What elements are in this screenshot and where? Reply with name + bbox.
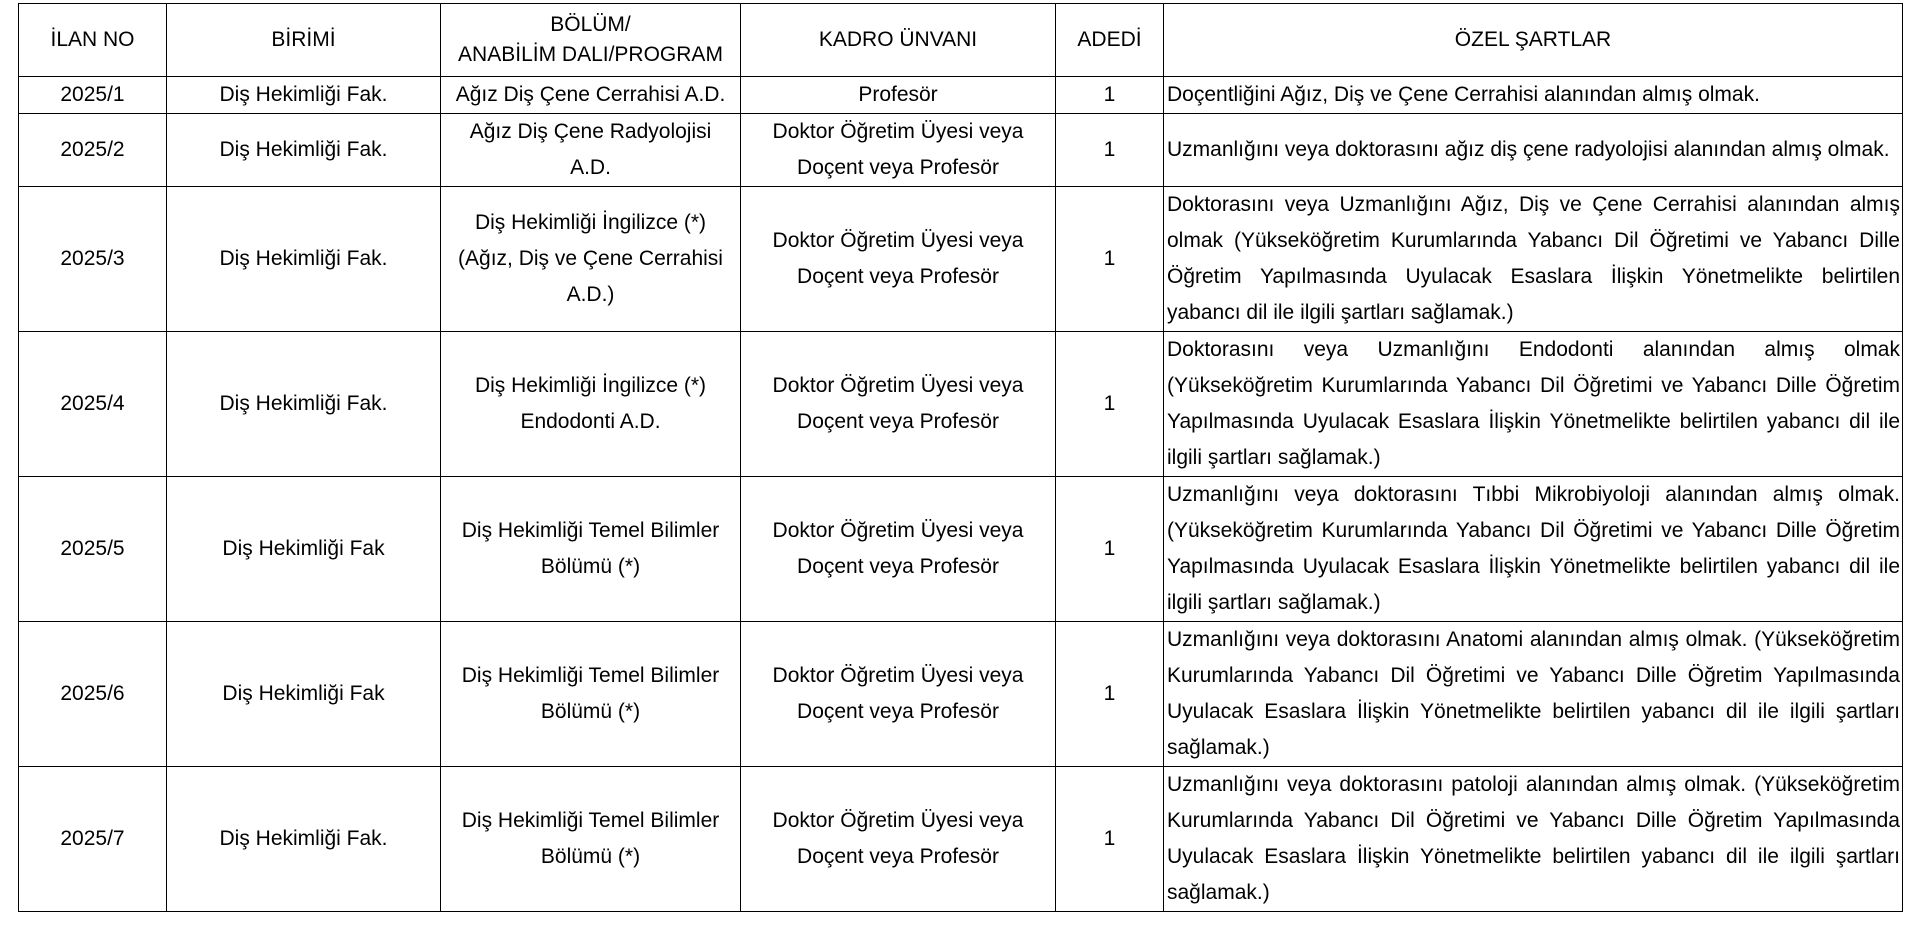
cell-ozel-sartlar: Uzmanlığını veya doktorasını Tıbbi Mikrobiyoloji alanından almış olmak. (Yükseköğretim Kurumlarında Yabancı Dil Öğretimi ve Yabancı Dille Öğretim Yapılmasında Uyulacak Esaslara İlişkin Yönetmelikte belirtilen yabancı dil ile ilgili şartları sağlamak.) — [1164, 477, 1903, 622]
cell-birimi: Diş Hekimliği Fak. — [167, 187, 441, 332]
cell-kadro-unvani: Doktor Öğretim Üyesi veya Doçent veya Profesör — [741, 114, 1056, 187]
cell-bolum: Diş Hekimliği Temel Bilimler Bölümü (*) — [441, 622, 741, 767]
cell-ilan-no: 2025/1 — [19, 77, 167, 114]
cell-ilan-no: 2025/3 — [19, 187, 167, 332]
table-row — [19, 77, 1903, 114]
cell-adedi: 1 — [1056, 114, 1164, 187]
cell-ozel-sartlar: Uzmanlığını veya doktorasını patoloji alanından almış olmak. (Yükseköğretim Kurumlarında Yabancı Dil Öğretimi ve Yabancı Dille Öğretim Yapılmasında Uyulacak Esaslara İlişkin Yönetmelikte belirtilen yabancı dil ile ilgili şartları sağlamak.) — [1164, 767, 1903, 912]
cell-bolum: Ağız Diş Çene Cerrahisi A.D. — [441, 77, 741, 114]
cell-adedi: 1 — [1056, 477, 1164, 622]
table-row — [19, 622, 1903, 767]
cell-ozel-sartlar: Uzmanlığını veya doktorasını Anatomi alanından almış olmak. (Yükseköğretim Kurumlarında Yabancı Dil Öğretimi ve Yabancı Dille Öğretim Yapılmasında Uyulacak Esaslara İlişkin Yönetmelikte belirtilen yabancı dil ile ilgili şartları sağlamak.) — [1164, 622, 1903, 767]
cell-ozel-sartlar: Uzmanlığını veya doktorasını ağız diş çene radyolojisi alanından almış olmak. — [1164, 114, 1903, 187]
cell-bolum: Diş Hekimliği Temel Bilimler Bölümü (*) — [441, 767, 741, 912]
cell-birimi: Diş Hekimliği Fak. — [167, 767, 441, 912]
cell-ozel-sartlar: Doktorasını veya Uzmanlığını Endodonti alanından almış olmak (Yükseköğretim Kurumlarında Yabancı Dil Öğretimi ve Yabancı Dille Öğretim Yapılmasında Uyulacak Esaslara İlişkin Yönetmelikte belirtilen yabancı dil ile ilgili şartları sağlamak.) — [1164, 332, 1903, 477]
table-row — [19, 767, 1903, 912]
header-ozel-sartlar: ÖZEL ŞARTLAR — [1164, 4, 1903, 77]
cell-ilan-no: 2025/2 — [19, 114, 167, 187]
cell-kadro-unvani: Doktor Öğretim Üyesi veya Doçent veya Profesör — [741, 767, 1056, 912]
header-birimi: BİRİMİ — [167, 4, 441, 77]
cell-adedi: 1 — [1056, 622, 1164, 767]
cell-ozel-sartlar: Doktorasını veya Uzmanlığını Ağız, Diş ve Çene Cerrahisi alanından almış olmak (Yükseköğretim Kurumlarında Yabancı Dil Öğretimi ve Yabancı Dille Öğretim Yapılmasında Uyulacak Esaslara İlişkin Yönetmelikte belirtilen yabancı dil ile ilgili şartları sağlamak.) — [1164, 187, 1903, 332]
cell-adedi: 1 — [1056, 767, 1164, 912]
cell-bolum: Diş Hekimliği Temel Bilimler Bölümü (*) — [441, 477, 741, 622]
cell-ilan-no: 2025/7 — [19, 767, 167, 912]
table-row — [19, 114, 1903, 187]
cell-kadro-unvani: Doktor Öğretim Üyesi veya Doçent veya Profesör — [741, 187, 1056, 332]
table-row — [19, 332, 1903, 477]
cell-ozel-sartlar: Doçentliğini Ağız, Diş ve Çene Cerrahisi alanından almış olmak. — [1164, 77, 1903, 114]
cell-bolum: Ağız Diş Çene Radyolojisi A.D. — [441, 114, 741, 187]
cell-adedi: 1 — [1056, 77, 1164, 114]
header-adedi: ADEDİ — [1056, 4, 1164, 77]
cell-birimi: Diş Hekimliği Fak. — [167, 332, 441, 477]
cell-adedi: 1 — [1056, 187, 1164, 332]
header-row — [19, 4, 1903, 77]
cell-birimi: Diş Hekimliği Fak. — [167, 77, 441, 114]
cell-ilan-no: 2025/5 — [19, 477, 167, 622]
table-row — [19, 187, 1903, 332]
cell-birimi: Diş Hekimliği Fak — [167, 622, 441, 767]
cell-kadro-unvani: Doktor Öğretim Üyesi veya Doçent veya Profesör — [741, 477, 1056, 622]
cell-adedi: 1 — [1056, 332, 1164, 477]
cell-bolum: Diş Hekimliği İngilizce (*) (Ağız, Diş ve Çene Cerrahisi A.D.) — [441, 187, 741, 332]
announcement-table — [18, 3, 1903, 912]
cell-kadro-unvani: Doktor Öğretim Üyesi veya Doçent veya Profesör — [741, 622, 1056, 767]
header-bolum: BÖLÜM/ ANABİLİM DALI/PROGRAM — [441, 4, 741, 77]
cell-bolum: Diş Hekimliği İngilizce (*) Endodonti A.D. — [441, 332, 741, 477]
cell-ilan-no: 2025/4 — [19, 332, 167, 477]
cell-kadro-unvani: Doktor Öğretim Üyesi veya Doçent veya Profesör — [741, 332, 1056, 477]
cell-birimi: Diş Hekimliği Fak — [167, 477, 441, 622]
header-kadro-unvani: KADRO ÜNVANI — [741, 4, 1056, 77]
header-ilan-no: İLAN NO — [19, 4, 167, 77]
cell-kadro-unvani: Profesör — [741, 77, 1056, 114]
cell-birimi: Diş Hekimliği Fak. — [167, 114, 441, 187]
table-row — [19, 477, 1903, 622]
cell-ilan-no: 2025/6 — [19, 622, 167, 767]
